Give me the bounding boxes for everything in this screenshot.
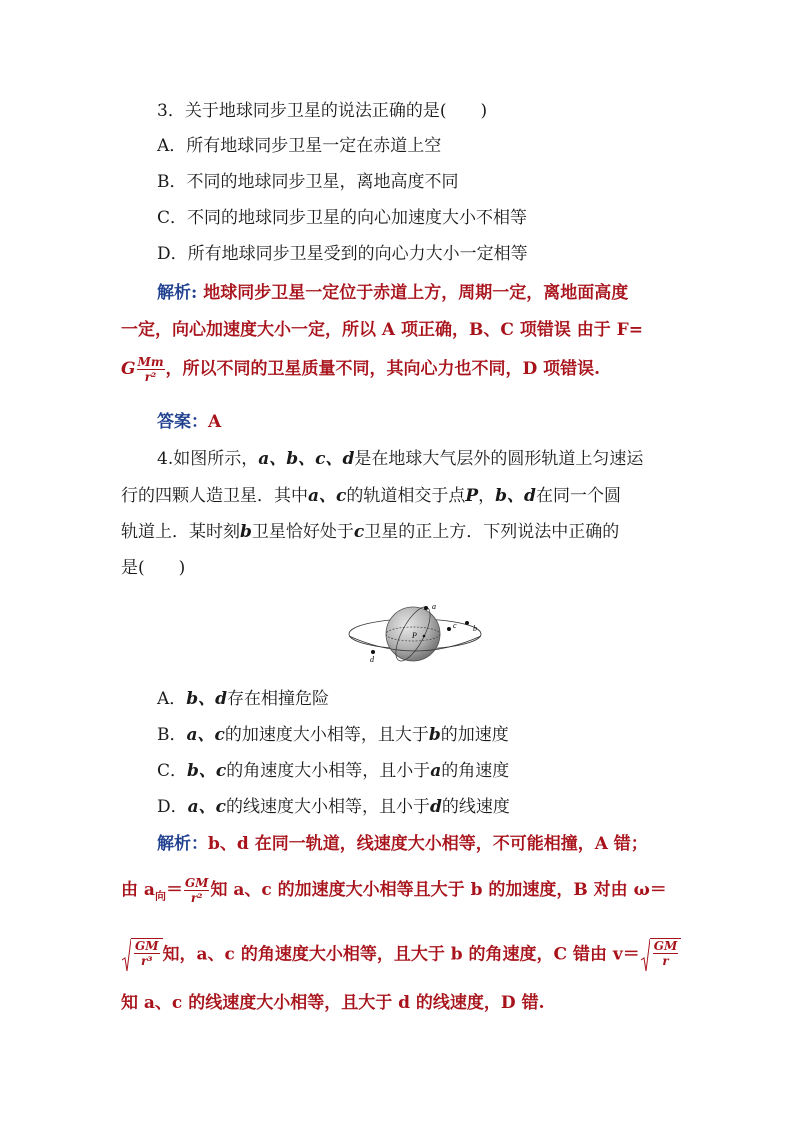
orbit-diagram (340, 596, 490, 676)
label-p: P (412, 631, 417, 640)
satellite-b (465, 621, 469, 625)
q3-option-c: C．不同的地球同步卫星的向心加速度大小不相等 (157, 208, 528, 228)
q4-option-b: B．a、c的加速度大小相等，且大于b的加速度 (157, 725, 509, 745)
satellite-a (424, 606, 428, 610)
q4-option-d: D．a、c的线速度大小相等，且小于d的线速度 (157, 797, 510, 817)
q4-analysis-line-4: 知 a、c 的线速度大小相等，且大于 d 的线速度，D 错. (121, 993, 545, 1013)
q3-option-d: D．所有地球同步卫星受到的向心力大小一定相等 (157, 244, 528, 264)
q3-analysis-line-1: 解析: 地球同步卫星一定位于赤道上方，周期一定，离地面高度 (157, 283, 629, 303)
q3-answer (157, 411, 221, 433)
q4-option-a: A．b、d存在相撞危险 (157, 689, 330, 709)
formula-gm-over-r2: $\frac{GM}{\text{r²}}$ (184, 876, 209, 905)
analysis-label: 解析 (157, 283, 191, 303)
label-b: b (473, 624, 477, 633)
point-p (423, 635, 426, 638)
q4-stem-line-4: 是( ) (121, 558, 186, 578)
q3-stem: 3．关于地球同步卫星的说法正确的是( ) (157, 101, 488, 121)
q4-analysis-line-2: 由 $a_向=$ $\frac{GM}{\text{r²}}$ 知 a、c 的加速度大小相等且大于 b 的加速度，B 对由 ω＝ (121, 876, 667, 905)
label-c: c (453, 621, 457, 630)
q4-analysis-line-1: 解析：b、d 在同一轨道，线速度大小相等，不可能相撞，A 错； (157, 834, 648, 854)
formula-sqrt-gm-over-r3: $\frac{GM}{\text{r³}}$ (121, 938, 163, 972)
q4-option-c: C．b、c的角速度大小相等，且小于a的角速度 (157, 761, 510, 781)
q4-stem-line-1: 4.如图所示，a、b、c、d是在地球大气层外的圆形轨道上匀速运 (157, 449, 644, 469)
satellite-c (447, 627, 451, 631)
satellite-d (371, 650, 375, 654)
label-d: d (370, 655, 374, 664)
q3-analysis-line-3: G $\frac{Mm}{\text{r²}}$ ，所以不同的卫星质量不同，其向心力也不同，D 项错误. (121, 355, 601, 384)
q3-option-a: A．所有地球同步卫星一定在赤道上空 (157, 136, 442, 156)
formula-mm-over-r2: $\frac{Mm}{\text{r²}}$ (137, 355, 164, 384)
q3-analysis-line-2: 一定，向心加速度大小一定，所以 A 项正确，B、C 项错误 由于 F= (121, 320, 643, 340)
formula-sqrt-gm-over-r: $\frac{GM}{r}$ (640, 938, 682, 972)
label-a: a (432, 602, 436, 611)
q4-analysis-line-3: $\frac{GM}{\text{r³}}$ 知，a、c 的角速度大小相等，且大于 b 的角速度，C 错由 v＝ $\frac{GM}{r}$ (121, 938, 681, 972)
q3-option-b: B．不同的地球同步卫星，离地高度不同 (157, 172, 459, 192)
analysis-label: 解析 (157, 834, 191, 854)
q4-stem-line-3: 轨道上．某时刻b卫星恰好处于c卫星的正上方．下列说法中正确的 (121, 522, 620, 542)
answer-label: 答案： (157, 412, 208, 432)
answer-value: A (208, 412, 222, 432)
q4-stem-line-2: 行的四颗人造卫星．其中a、c的轨道相交于点P，b、d在同一个圆 (121, 486, 621, 506)
